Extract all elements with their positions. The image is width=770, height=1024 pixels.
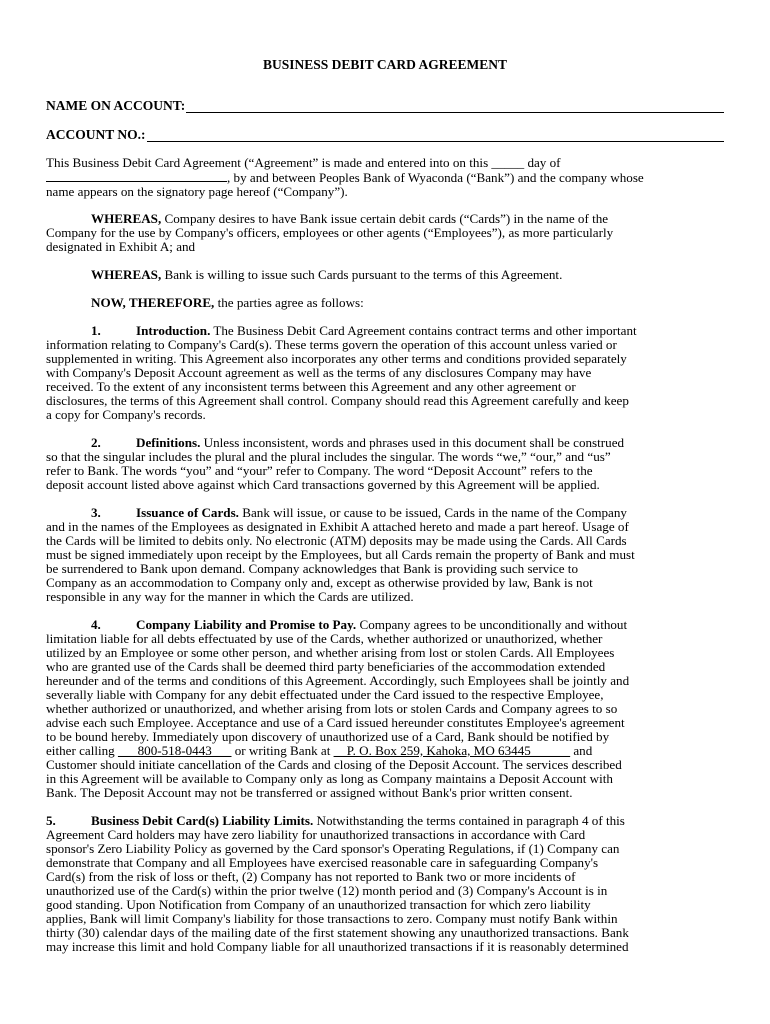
section-number: 2. [91, 435, 101, 450]
name-on-account-field [46, 99, 724, 113]
whereas-paragraph-2: WHEREAS, Bank is willing to issue such Cards pursuant to the terms of this Agreement. [91, 267, 563, 282]
section-5-liability-limits: 5. Business Debit Card(s) Liability Limits. Notwithstanding the terms contained in paragraph 4 of this Agreement Card holders may have zero liability for unauthorized transactions in accordance with Card sponsor's Zero Liability Policy as governed by the Card sponsor's Operating Regulations, if (1) Company can demonstrate that Company and all Employees have exercised reasonable care in safeguarding Company's Card(s) from the risk of loss or theft, (2) Company has not reported to Bank two or more incidents of unauthorized use of the Card(s) within the prior twelve (12) month period and (3) Company's Account is in good standing. Upon Notification from Company of an unauthorized transaction for which zero liability applies, Bank will limit Company's liability for those transactions to zero. Company must notify Bank within thirty (30) calendar days of the mailing date of the first statement showing any unauthorized transactions. Bank may increase this limit and hold Company liable for all unauthorized transactions if it is reasonably determined [46, 813, 629, 954]
phone-number: ___800-518-0443___ [117, 743, 232, 758]
section-heading: Definitions. [136, 435, 201, 450]
whereas-lead: WHEREAS, [91, 211, 162, 226]
section-number: 4. [91, 617, 101, 632]
intro-line: , by and between Peoples Bank of Wyaconda (“Bank”) and the company whose [46, 170, 724, 185]
section-2-definitions: 2. Definitions. Unless inconsistent, words and phrases used in this document shall be construed so that the singular includes the plural and the plural includes the singular. The words “we,” “our,” and “us” refer to Bank. The words “you” and “your” refer to Company. The word “Deposit Account” refers to the deposit account listed above against which Card transactions governed by this Agreement will be applied. [46, 435, 625, 492]
document-title: BUSINESS DEBIT CARD AGREEMENT [263, 57, 507, 72]
account-number-label: ACCOUNT NO.: [46, 127, 146, 142]
whereas-lead: WHEREAS, [91, 267, 162, 282]
section-number: 1. [91, 323, 101, 338]
section-heading: Company Liability and Promise to Pay. [136, 617, 357, 632]
now-therefore-lead: NOW, THEREFORE, [91, 295, 215, 310]
name-on-account-label: NAME ON ACCOUNT: [46, 98, 186, 113]
section-heading: Issuance of Cards. [136, 505, 239, 520]
now-therefore-paragraph: NOW, THEREFORE, the parties agree as follows: [91, 295, 364, 310]
section-1-introduction: 1. Introduction. The Business Debit Card Agreement contains contract terms and other important information relating to Company's Card(s). These terms govern the operation of this account unless varied or supplemented in writing. This Agreement also incorporates any other terms and conditions provided separately with Company's Deposit Account agreement as well as the terms of any disclosures Company may have received. To the extent of any inconsistent terms between this Agreement and any other agreement or disclosures, the terms of this Agreement shall control. Company should read this Agreement carefully and keep a copy for Company's records. [46, 323, 637, 422]
section-heading: Introduction. [136, 323, 211, 338]
account-number-line[interactable] [147, 129, 724, 142]
section-number: 5. [46, 813, 56, 828]
section-4-company-liability: 4. Company Liability and Promise to Pay. Company agrees to be unconditionally and without limitation liable for all debts effectuated by use of the Cards, whether authorized or unauthorized, whether utilized by an Employee or some other person, and whether arising from lost or stolen Cards. All Employees who are granted use of the Cards shall be deemed third party beneficiaries of the accommodation extended hereunder and of the terms and conditions of this Agreement. Accordingly, such Employees shall be jointly and severally liable with Company for any debit effectuated under the Card issued to the respective Employee, whether authorized or unauthorized, and whether arising from lots or stolen Cards and Company agrees to so advise each such Employee. Acceptance and use of a Card issued hereunder constitutes Employee's agreement to be bound hereby. Immediately upon discovery of unauthorized use of a Card, Bank should be notified by either calling ___800-518-0443___ or writing Bank at __P. O. Box 259, Kahoka, MO 63445______ and Customer should initiate cancellation of the Cards and closing of the Deposit Account. The services described in this Agreement will be available to Company only as long as Company maintains a Deposit Account with Bank. The Deposit Account may not be transferred or assigned without Bank's prior written consent. [46, 617, 630, 800]
account-number-field [46, 128, 724, 142]
section-number: 3. [91, 505, 101, 520]
name-on-account-line[interactable] [186, 100, 724, 113]
section-heading: Business Debit Card(s) Liability Limits. [91, 813, 314, 828]
mailing-address: __P. O. Box 259, Kahoka, MO 63445______ [333, 743, 571, 758]
intro-paragraph [46, 156, 724, 199]
intro-line: This Business Debit Card Agreement (“Agreement” is made and entered into on this _____ day of [46, 155, 561, 170]
whereas-paragraph-1: WHEREAS, Company desires to have Bank issue certain debit cards (“Cards”) in the name of the Company for the use by Company's officers, employees or other agents (“Employees”), as more particularly designated in Exhibit A; and [46, 211, 614, 254]
section-3-issuance: 3. Issuance of Cards. Bank will issue, or cause to be issued, Cards in the name of the Company and in the names of the Employees as designated in Exhibit A attached hereto and made a part hereof. Usage of the Cards will be limited to debits only. No electronic (ATM) deposits may be made using the Cards. All Cards must be signed immediately upon receipt by the Employees, but all Cards remain the property of Bank and must be surrendered to Bank upon demand. Company acknowledges that Bank is providing such service to Company as an accommodation to Company only and, except as otherwise provided by law, Bank is not responsible in any way for the manner in which the Cards are utilized. [46, 505, 635, 604]
intro-line: name appears on the signatory page hereof (“Company”). [46, 184, 348, 199]
date-blank[interactable] [46, 170, 227, 182]
